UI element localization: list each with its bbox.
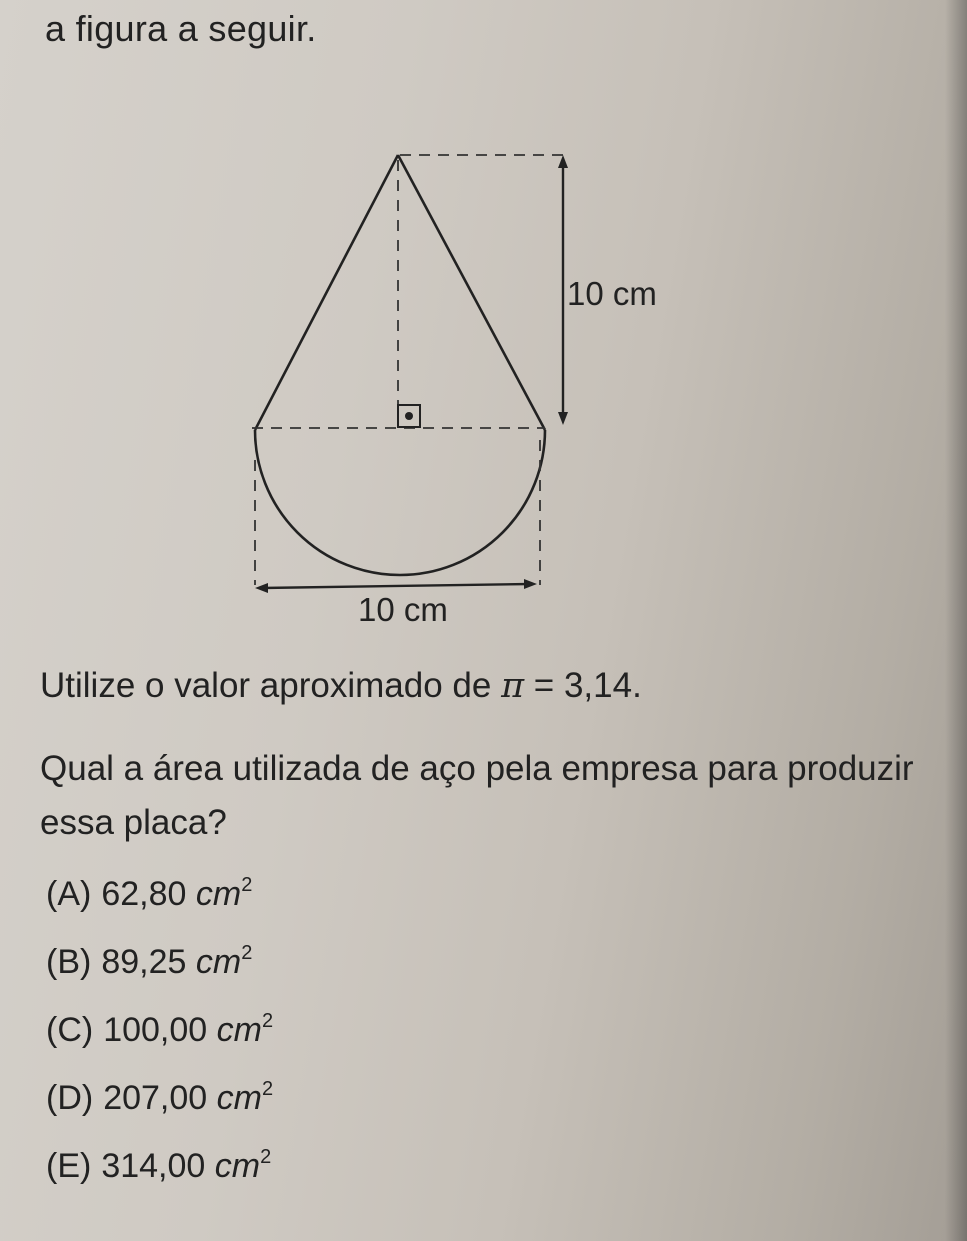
option-unit: cm xyxy=(195,875,242,913)
height-label: 10 cm xyxy=(567,275,657,312)
option-value: 207,00 xyxy=(103,1079,208,1117)
width-label: 10 cm xyxy=(358,591,448,628)
semicircle-arc xyxy=(255,430,545,575)
center-dot xyxy=(405,412,413,420)
option-letter: (C) xyxy=(46,1011,94,1049)
pi-suffix: = 3,14. xyxy=(524,666,642,705)
option-c[interactable] xyxy=(46,996,273,1064)
option-d[interactable] xyxy=(46,1064,273,1132)
option-exponent: 2 xyxy=(261,1078,274,1100)
option-value: 314,00 xyxy=(101,1147,206,1185)
triangle-right-side xyxy=(398,155,545,430)
answer-options xyxy=(46,860,273,1200)
option-e[interactable] xyxy=(46,1132,273,1200)
option-unit: cm xyxy=(195,943,242,981)
height-arrow-down-icon xyxy=(558,412,568,425)
option-value: 62,80 xyxy=(101,875,187,913)
option-letter: (A) xyxy=(46,875,92,913)
pi-prefix: Utilize o valor aproximado de xyxy=(40,666,502,705)
option-exponent: 2 xyxy=(260,1146,272,1168)
question-text: Qual a área utilizada de aço pela empresa para produzir essa placa? xyxy=(40,749,914,842)
option-exponent: 2 xyxy=(241,874,253,896)
option-unit: cm xyxy=(216,1079,262,1117)
option-unit: cm xyxy=(214,1147,261,1185)
width-arrow-left-icon xyxy=(255,583,268,593)
option-letter: (D) xyxy=(46,1079,94,1117)
height-arrow-up-icon xyxy=(558,155,568,168)
option-exponent: 2 xyxy=(261,1010,274,1032)
pi-symbol: π xyxy=(501,666,525,706)
pi-statement xyxy=(40,666,642,706)
intro-text: a figura a seguir. xyxy=(45,8,317,49)
option-exponent: 2 xyxy=(241,942,253,964)
option-value: 89,25 xyxy=(101,943,187,981)
option-a[interactable] xyxy=(46,860,273,928)
width-dimension-line xyxy=(262,584,530,588)
option-value: 100,00 xyxy=(103,1011,208,1049)
option-b[interactable] xyxy=(46,928,273,996)
width-arrow-right-icon xyxy=(524,579,537,589)
option-letter: (B) xyxy=(46,943,92,981)
triangle-left-side xyxy=(255,155,398,430)
option-letter: (E) xyxy=(46,1147,92,1185)
option-unit: cm xyxy=(216,1011,262,1049)
